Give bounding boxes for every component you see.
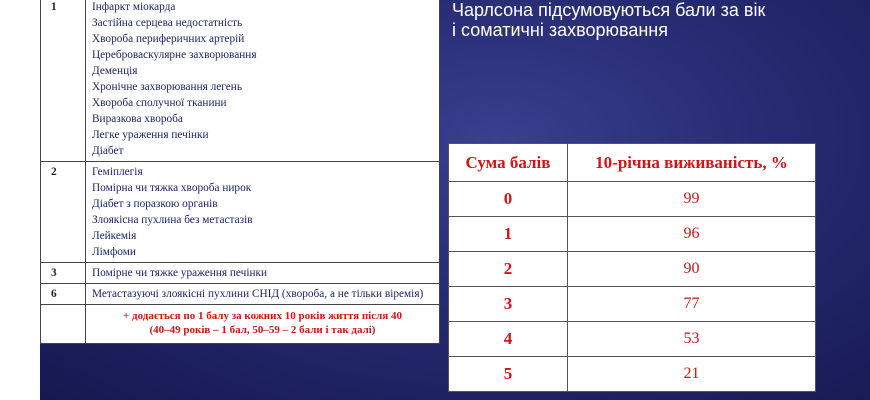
table-row: [41, 0, 440, 162]
survival-cell: 90: [568, 252, 816, 287]
points-cell: 6: [41, 284, 86, 305]
points-cell-empty: [41, 305, 86, 344]
score-cell: 1: [449, 217, 568, 252]
age-note-line: + додається по 1 балу за кожних 10 років життя після 40: [122, 310, 402, 322]
table-row: [41, 305, 440, 344]
survival-score-table: [448, 143, 816, 392]
table-row: [449, 217, 816, 252]
condition-item: Хвороба сполучної тканини: [92, 97, 227, 109]
condition-item: Деменція: [92, 65, 138, 77]
score-cell: 2: [449, 252, 568, 287]
column-header: Сума балів: [449, 144, 568, 182]
condition-item: Діабет з поразкою органів: [92, 198, 218, 210]
table-row: [449, 357, 816, 392]
condition-item: Виразкова хвороба: [92, 113, 183, 125]
conditions-cell: [86, 162, 440, 263]
condition-item: Легке ураження печінки: [92, 129, 209, 141]
points-cell: 3: [41, 263, 86, 284]
table-row: [449, 252, 816, 287]
heading-line: і соматичні захворювання: [452, 20, 668, 40]
heading-line: Чарлсона підсумовуються бали за вік: [452, 0, 766, 20]
score-cell: 4: [449, 322, 568, 357]
points-cell: 1: [41, 0, 86, 162]
condition-item: Геміплегія: [92, 166, 143, 178]
condition-item: Цереброваскулярне захворювання: [92, 49, 257, 61]
conditions-cell: [86, 284, 440, 305]
condition-item: Хвороба периферичних артерій: [92, 33, 245, 45]
condition-item: Помірне чи тяжке ураження печінки: [92, 267, 268, 279]
condition-item: Інфаркт міокарда: [92, 1, 176, 13]
slide-heading: [452, 0, 765, 40]
age-note-cell: [86, 305, 440, 344]
condition-item: Лімфоми: [92, 246, 136, 258]
condition-item: Застійна серцева недостатність: [92, 17, 243, 29]
table-row: [449, 322, 816, 357]
conditions-cell: [86, 0, 440, 162]
condition-item: Хронічне захворювання легень: [92, 81, 242, 93]
table-row: [449, 182, 816, 217]
condition-item: Метастазуючі злоякісні пухлини СНІД (хвороба, а не тільки віремія): [92, 288, 424, 300]
survival-cell: 21: [568, 357, 816, 392]
table-row: [41, 162, 440, 263]
table-header-row: [449, 144, 816, 182]
table-row: [41, 284, 440, 305]
left-margin: [0, 0, 40, 400]
condition-item: Помірна чи тяжка хвороба нирок: [92, 182, 252, 194]
score-cell: 5: [449, 357, 568, 392]
condition-item: Лейкемія: [92, 230, 137, 242]
charlson-conditions-table: [40, 0, 440, 344]
survival-cell: 53: [568, 322, 816, 357]
condition-item: Діабет: [92, 145, 124, 157]
score-cell: 3: [449, 287, 568, 322]
conditions-cell: [86, 263, 440, 284]
points-cell: 2: [41, 162, 86, 263]
survival-cell: 96: [568, 217, 816, 252]
table-row: [449, 287, 816, 322]
score-cell: 0: [449, 182, 568, 217]
survival-cell: 99: [568, 182, 816, 217]
condition-item: Злоякісна пухлина без метастазів: [92, 214, 253, 226]
column-header: 10-річна виживаність, %: [568, 144, 816, 182]
age-note-line: (40–49 років – 1 бал, 50–59 – 2 бали і так далі): [149, 324, 376, 336]
table-row: [41, 263, 440, 284]
survival-cell: 77: [568, 287, 816, 322]
